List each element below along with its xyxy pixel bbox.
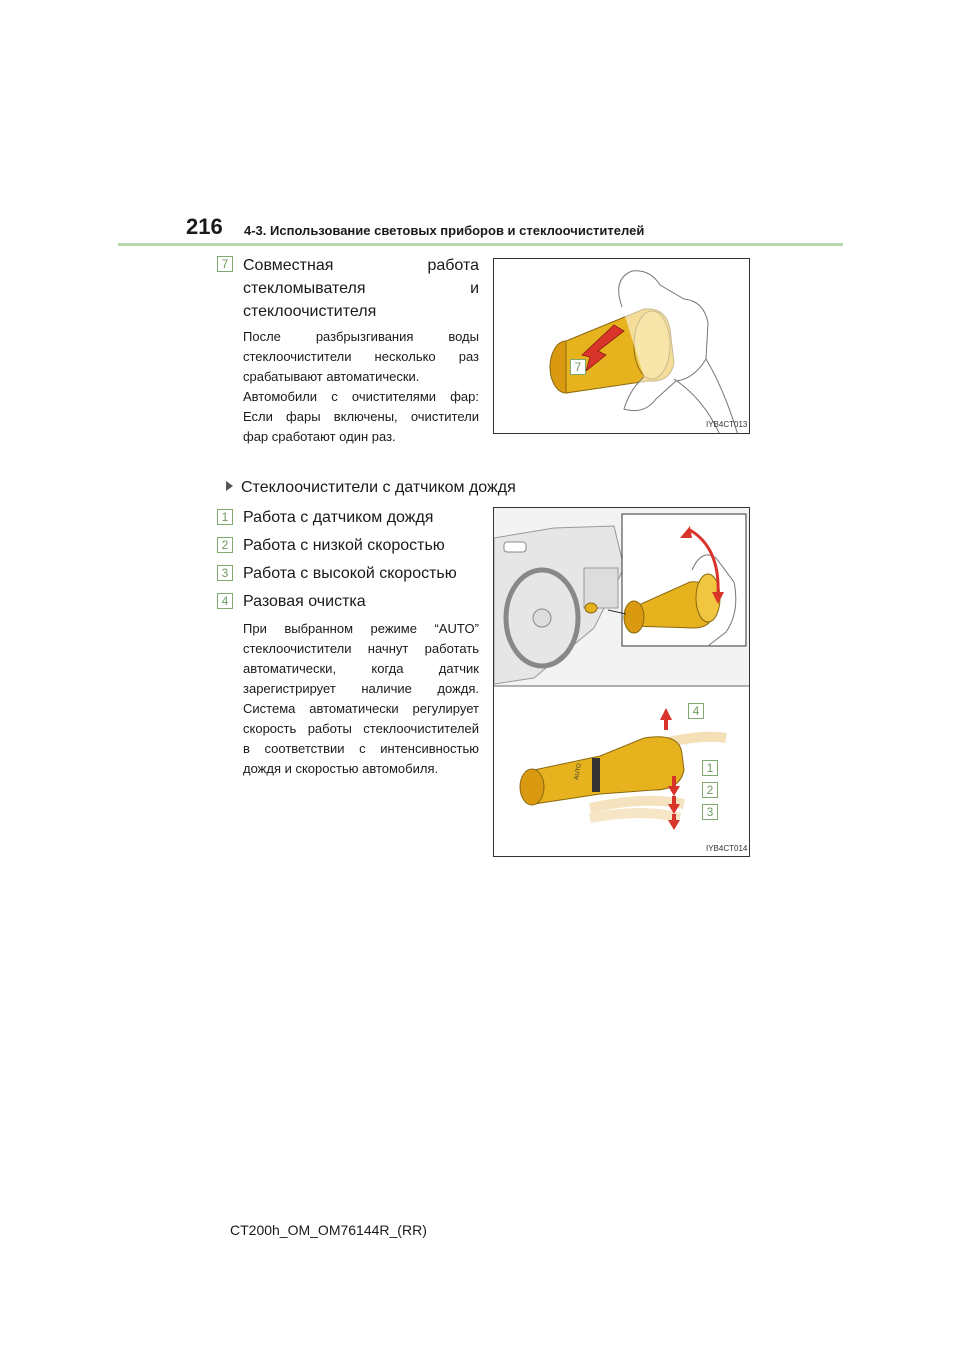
lever-auto-label: AUTO	[574, 762, 583, 781]
subsection-heading	[226, 479, 516, 497]
block2-text-line-5: Система автоматически регулирует	[243, 701, 479, 716]
item-label-high-speed: Работа с высокой скоростью	[243, 565, 457, 582]
item-label-rain-sensor: Работа с датчиком дождя	[243, 509, 434, 526]
block1-title-line-2: стекломывателя и	[243, 280, 479, 297]
triangle-bullet-icon	[226, 481, 233, 491]
block2-text-line-7: в соответствии с интенсивностью	[243, 741, 479, 756]
figure-badge-2: 2	[702, 782, 718, 798]
figure-badge-1: 1	[702, 760, 718, 776]
figure-badge-3: 3	[702, 804, 718, 820]
block2-text-line-8: дождя и скоростью автомобиля.	[243, 761, 439, 776]
item-badge-2: 2	[217, 537, 233, 553]
item-label-single-wipe: Разовая очистка	[243, 593, 366, 610]
section-title: 4-3. Использование световых приборов и стеклоочистителей	[244, 223, 645, 238]
block2-text-line-1: При выбранном режиме “AUTO”	[243, 621, 479, 636]
figure-code: IYB4CT013	[706, 420, 748, 429]
item-badge-7: 7	[217, 256, 233, 272]
block1-text-line-3: срабатывают автоматически.	[243, 369, 420, 384]
figure-badge-7: 7	[570, 359, 586, 375]
item-badge-3: 3	[217, 565, 233, 581]
block1-title-line-3: стеклоочистителя	[243, 303, 377, 320]
block2-text-line-6: скорость работы стеклоочистителей	[243, 721, 479, 736]
figure-code: IYB4CT014	[706, 844, 748, 853]
subsection-title: Стеклоочистители с датчиком дождя	[241, 479, 516, 496]
footer-doc-id: CT200h_OM_OM76144R_(RR)	[230, 1222, 427, 1238]
block1-title-line-1: Совместная работа	[243, 257, 479, 274]
block1-text-line-4: Автомобили с очистителями фар:	[243, 389, 479, 404]
item-badge-4: 4	[217, 593, 233, 609]
block2-text-line-4: зарегистрирует наличие дождя.	[243, 681, 479, 696]
header-divider	[118, 243, 843, 246]
block1-text-line-1: После разбрызгивания воды	[243, 329, 479, 344]
block2-text-line-2: стеклоочистители начнут работать	[243, 641, 479, 656]
block1-text-line-5: Если фары включены, очистители	[243, 409, 479, 424]
item-badge-1: 1	[217, 509, 233, 525]
washer-lever-illustration	[494, 259, 750, 434]
item-label-low-speed: Работа с низкой скоростью	[243, 537, 445, 554]
figure-rain-sensor-wipers	[493, 507, 750, 857]
block2-text-line-3: автоматически, когда датчик	[243, 661, 479, 676]
figure-washer-operation	[493, 258, 750, 434]
figure-badge-4: 4	[688, 703, 704, 719]
block1-text-line-2: стеклоочистители несколько раз	[243, 349, 479, 364]
block1-text-line-6: фар сработают один раз.	[243, 429, 396, 444]
page-number: 216	[186, 214, 223, 239]
